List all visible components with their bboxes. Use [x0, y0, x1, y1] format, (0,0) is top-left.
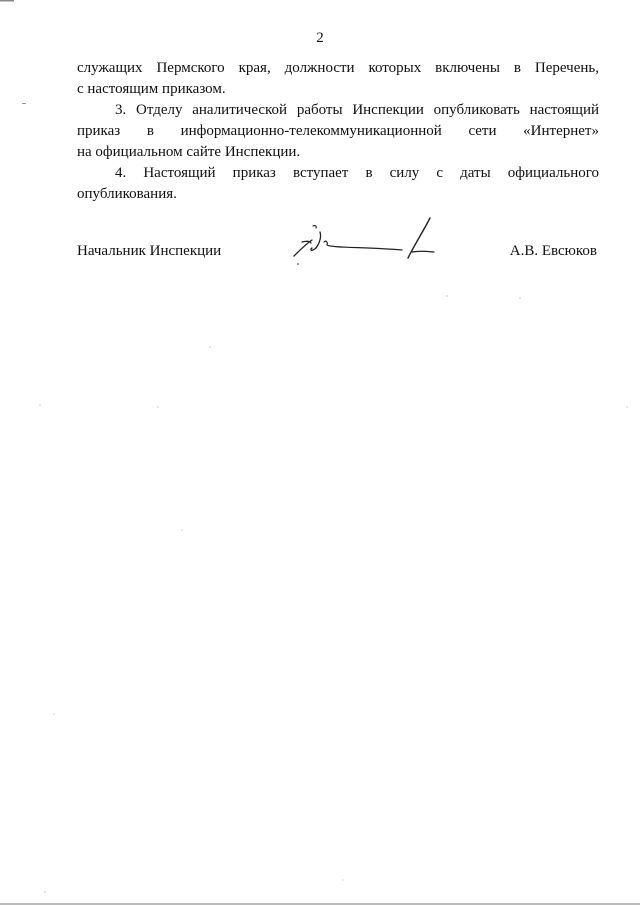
paragraph-line: 4. Настоящий приказ вступает в силу с даты официального — [115, 165, 599, 181]
paragraph-item-4 — [77, 163, 599, 205]
handwritten-signature — [280, 212, 440, 272]
paragraph-line: приказ в информационно-телекоммуникационной сети «Интернет» — [77, 123, 599, 139]
paragraph-item-3 — [77, 100, 599, 163]
signatory-position: Начальник Инспекции — [77, 243, 222, 259]
paragraph-line: на официальном сайте Инспекции. — [77, 144, 301, 160]
paragraph-line: с настоящим приказом. — [77, 81, 226, 97]
paragraph-line: служащих Пермского края, должности которых включены в Перечень, — [77, 60, 599, 76]
paragraph-line: 3. Отделу аналитической работы Инспекции опубликовать настоящий — [115, 102, 599, 118]
document-body — [77, 58, 599, 205]
page-number: 2 — [316, 30, 324, 46]
paragraph-continuation — [77, 58, 599, 100]
paragraph-line: опубликования. — [77, 186, 177, 202]
signatory-name: А.В. Евсюков — [509, 243, 597, 259]
